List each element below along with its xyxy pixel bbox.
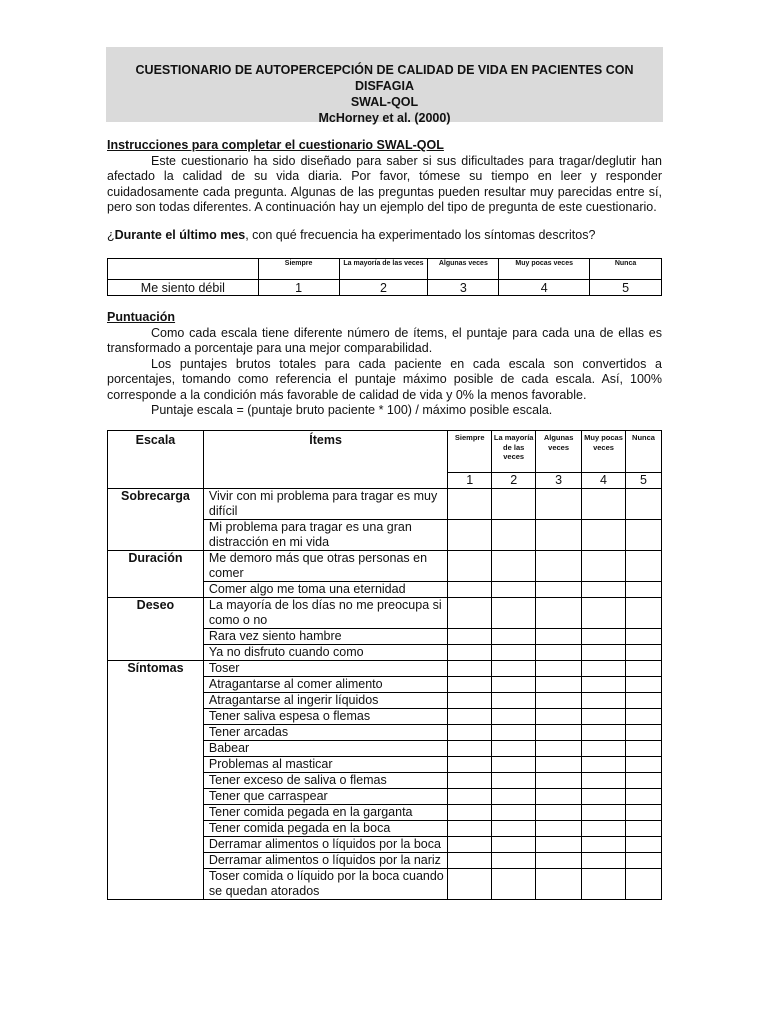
answer-cell[interactable]: [582, 551, 626, 582]
instructions-heading: Instrucciones para completar el cuestionario SWAL-QOL: [107, 138, 444, 152]
answer-cell[interactable]: [492, 853, 536, 869]
answer-cell[interactable]: [448, 821, 492, 837]
example-option-cell[interactable]: 2: [339, 280, 428, 296]
answer-cell[interactable]: [448, 645, 492, 661]
answer-cell[interactable]: [582, 582, 626, 598]
item-text: Derramar alimentos o líquidos por la nariz: [203, 853, 447, 869]
item-text: Toser comida o líquido por la boca cuando se quedan atorados: [203, 869, 447, 900]
answer-cell[interactable]: [625, 757, 661, 773]
answer-cell[interactable]: [492, 677, 536, 693]
scoring-paragraph-2: Los puntajes brutos totales para cada paciente en cada escala son convertidos a porcentajes, tomando como referencia el puntaje máximo posible de cada escala. Así, 100% corresponde a la condición más favorable de calidad de vida y 0% la menos favorable.: [107, 356, 662, 402]
answer-cell[interactable]: [448, 757, 492, 773]
answer-cell[interactable]: [625, 821, 661, 837]
answer-cell[interactable]: [536, 629, 582, 645]
answer-cell[interactable]: [625, 551, 661, 582]
answer-cell[interactable]: [625, 853, 661, 869]
scale-name: Sobrecarga: [108, 489, 204, 551]
answer-cell[interactable]: [492, 821, 536, 837]
answer-cell[interactable]: [625, 582, 661, 598]
example-header-cell: [108, 259, 259, 280]
item-text: Problemas al masticar: [203, 757, 447, 773]
answer-cell[interactable]: [536, 725, 582, 741]
answer-cell[interactable]: [625, 789, 661, 805]
item-text: Toser: [203, 661, 447, 677]
items-header-row: [108, 431, 662, 473]
answer-cell[interactable]: [492, 741, 536, 757]
answer-cell[interactable]: [582, 520, 626, 551]
title-line-1: CUESTIONARIO DE AUTOPERCEPCIÓN DE CALIDAD DE VIDA EN PACIENTES CON DISFAGIA: [135, 63, 634, 93]
answer-cell[interactable]: [448, 741, 492, 757]
answer-cell[interactable]: [492, 805, 536, 821]
option-number: 2: [492, 473, 536, 489]
answer-cell[interactable]: [625, 869, 661, 900]
answer-cell[interactable]: [582, 677, 626, 693]
answer-cell[interactable]: [536, 853, 582, 869]
table-row: [108, 489, 662, 520]
answer-cell[interactable]: [536, 693, 582, 709]
answer-cell[interactable]: [448, 693, 492, 709]
answer-cell[interactable]: [582, 489, 626, 520]
option-number: 3: [536, 473, 582, 489]
answer-cell[interactable]: [582, 661, 626, 677]
answer-cell[interactable]: [492, 773, 536, 789]
answer-cell[interactable]: [448, 489, 492, 520]
answer-cell[interactable]: [536, 821, 582, 837]
item-text: La mayoría de los días no me preocupa si como o no: [203, 598, 447, 629]
answer-cell[interactable]: [448, 598, 492, 629]
answer-cell[interactable]: [448, 520, 492, 551]
answer-cell[interactable]: [582, 741, 626, 757]
answer-cell[interactable]: [582, 598, 626, 629]
answer-cell[interactable]: [448, 805, 492, 821]
answer-cell[interactable]: [536, 789, 582, 805]
item-text: Comer algo me toma una eternidad: [203, 582, 447, 598]
answer-cell[interactable]: [492, 520, 536, 551]
example-header-cell: Muy pocas veces: [499, 259, 590, 280]
answer-cell[interactable]: [625, 489, 661, 520]
answer-cell[interactable]: [536, 582, 582, 598]
answer-cell[interactable]: [625, 629, 661, 645]
table-row: [108, 598, 662, 629]
answer-cell[interactable]: [582, 725, 626, 741]
item-text: Tener que carraspear: [203, 789, 447, 805]
items-body: [108, 489, 662, 900]
scale-name: Deseo: [108, 598, 204, 661]
item-text: Mi problema para tragar es una gran distracción en mi vida: [203, 520, 447, 551]
answer-cell[interactable]: [582, 773, 626, 789]
question-rest: , con qué frecuencia ha experimentado los síntomas descritos?: [245, 228, 596, 242]
option-header: Muy pocas veces: [582, 431, 626, 473]
example-table: [107, 258, 662, 296]
answer-cell[interactable]: [492, 757, 536, 773]
answer-cell[interactable]: [536, 645, 582, 661]
item-text: Tener comida pegada en la boca: [203, 821, 447, 837]
scoring-paragraph-1: Como cada escala tiene diferente número de ítems, el puntaje para cada una de ellas es transformado a porcentaje para una mejor comparabilidad.: [107, 325, 662, 355]
answer-cell[interactable]: [536, 677, 582, 693]
scale-column-header: Escala: [108, 431, 204, 489]
answer-cell[interactable]: [492, 725, 536, 741]
item-text: Atragantarse al ingerir líquidos: [203, 693, 447, 709]
item-text: Tener saliva espesa o flemas: [203, 709, 447, 725]
answer-cell[interactable]: [536, 520, 582, 551]
table-row: [108, 661, 662, 677]
option-header: La mayoría de las veces: [492, 431, 536, 473]
example-header-cell: La mayoría de las veces: [339, 259, 428, 280]
item-text: Derramar alimentos o líquidos por la boca: [203, 837, 447, 853]
answer-cell[interactable]: [536, 489, 582, 520]
answer-cell[interactable]: [448, 551, 492, 582]
item-text: Babear: [203, 741, 447, 757]
item-text: Ya no disfruto cuando como: [203, 645, 447, 661]
scoring-section: [107, 310, 662, 419]
answer-cell[interactable]: [582, 837, 626, 853]
question-prefix: ¿: [107, 228, 115, 242]
answer-cell[interactable]: [582, 805, 626, 821]
option-number: 4: [582, 473, 626, 489]
answer-cell[interactable]: [448, 773, 492, 789]
answer-cell[interactable]: [492, 598, 536, 629]
answer-cell[interactable]: [536, 661, 582, 677]
example-header-cell: Nunca: [590, 259, 662, 280]
answer-cell[interactable]: [492, 582, 536, 598]
document-title: [106, 47, 663, 125]
answer-cell[interactable]: [492, 789, 536, 805]
item-text: Atragantarse al comer alimento: [203, 677, 447, 693]
item-text: Tener exceso de saliva o flemas: [203, 773, 447, 789]
item-text: Rara vez siento hambre: [203, 629, 447, 645]
answer-cell[interactable]: [448, 709, 492, 725]
answer-cell[interactable]: [536, 741, 582, 757]
question-bold: Durante el último mes: [114, 228, 246, 242]
answer-cell[interactable]: [582, 629, 626, 645]
answer-cell[interactable]: [582, 693, 626, 709]
item-text: Vivir con mi problema para tragar es muy difícil: [203, 489, 447, 520]
answer-cell[interactable]: [448, 837, 492, 853]
answer-cell[interactable]: [448, 853, 492, 869]
answer-cell[interactable]: [536, 757, 582, 773]
answer-cell[interactable]: [582, 709, 626, 725]
answer-cell[interactable]: [492, 551, 536, 582]
answer-cell[interactable]: [625, 520, 661, 551]
example-option-cell[interactable]: 1: [258, 280, 339, 296]
option-number: 5: [625, 473, 661, 489]
answer-cell[interactable]: [492, 629, 536, 645]
answer-cell[interactable]: [492, 709, 536, 725]
answer-cell[interactable]: [536, 869, 582, 900]
answer-cell[interactable]: [492, 837, 536, 853]
answer-cell[interactable]: [492, 869, 536, 900]
scoring-heading: Puntuación: [107, 310, 176, 324]
answer-cell[interactable]: [582, 789, 626, 805]
answer-cell[interactable]: [625, 725, 661, 741]
example-row: [108, 280, 662, 296]
example-question: [107, 228, 662, 244]
answer-cell[interactable]: [448, 869, 492, 900]
answer-cell[interactable]: [625, 773, 661, 789]
answer-cell[interactable]: [625, 837, 661, 853]
item-text: Tener comida pegada en la garganta: [203, 805, 447, 821]
answer-cell[interactable]: [536, 598, 582, 629]
option-header: Algunas veces: [536, 431, 582, 473]
scale-name: Síntomas: [108, 661, 204, 900]
answer-cell[interactable]: [582, 757, 626, 773]
answer-cell[interactable]: [625, 709, 661, 725]
answer-cell[interactable]: [536, 805, 582, 821]
option-header: Siempre: [448, 431, 492, 473]
example-row-label: Me siento débil: [108, 280, 259, 296]
option-header: Nunca: [625, 431, 661, 473]
answer-cell[interactable]: [536, 709, 582, 725]
answer-cell[interactable]: [448, 582, 492, 598]
answer-cell[interactable]: [625, 805, 661, 821]
item-text: Me demoro más que otras personas en comer: [203, 551, 447, 582]
answer-cell[interactable]: [625, 598, 661, 629]
scoring-formula: Puntaje escala = (puntaje bruto paciente * 100) / máximo posible escala.: [151, 403, 553, 417]
items-column-header: Ítems: [203, 431, 447, 489]
scale-name: Duración: [108, 551, 204, 598]
instructions-section: [107, 138, 662, 216]
answer-cell[interactable]: [582, 853, 626, 869]
answer-cell[interactable]: [582, 645, 626, 661]
answer-cell[interactable]: [625, 677, 661, 693]
answer-cell[interactable]: [536, 837, 582, 853]
answer-cell[interactable]: [582, 869, 626, 900]
example-header-cell: Siempre: [258, 259, 339, 280]
answer-cell[interactable]: [448, 789, 492, 805]
option-number: 1: [448, 473, 492, 489]
instructions-paragraph: Este cuestionario ha sido diseñado para saber si sus dificultades para tragar/deglutir han afectado la calidad de su vida diaria. Por favor, tómese su tiempo en leer y responder cuidadosamente cada pregunta. Algunas de las preguntas pueden resultar muy parecidas entre sí, pero son todas diferentes. A continuación hay un ejemplo del tipo de pregunta de este cuestionario.: [107, 153, 662, 214]
example-option-cell[interactable]: 4: [499, 280, 590, 296]
table-row: [108, 551, 662, 582]
answer-cell[interactable]: [582, 821, 626, 837]
title-line-2: SWAL-QOL: [350, 95, 419, 109]
answer-cell[interactable]: [448, 725, 492, 741]
example-option-cell[interactable]: 3: [428, 280, 499, 296]
example-option-cell[interactable]: 5: [590, 280, 662, 296]
answer-cell[interactable]: [492, 661, 536, 677]
answer-cell[interactable]: [536, 773, 582, 789]
answer-cell[interactable]: [536, 551, 582, 582]
answer-cell[interactable]: [625, 741, 661, 757]
answer-cell[interactable]: [625, 661, 661, 677]
example-header-cell: Algunas veces: [428, 259, 499, 280]
item-text: Tener arcadas: [203, 725, 447, 741]
answer-cell[interactable]: [448, 677, 492, 693]
example-header-row: [108, 259, 662, 280]
answer-cell[interactable]: [492, 645, 536, 661]
answer-cell[interactable]: [448, 629, 492, 645]
items-table: [107, 430, 662, 900]
answer-cell[interactable]: [625, 693, 661, 709]
answer-cell[interactable]: [492, 489, 536, 520]
answer-cell[interactable]: [492, 693, 536, 709]
answer-cell[interactable]: [448, 661, 492, 677]
answer-cell[interactable]: [625, 645, 661, 661]
title-line-3: McHorney et al. (2000): [318, 111, 451, 125]
